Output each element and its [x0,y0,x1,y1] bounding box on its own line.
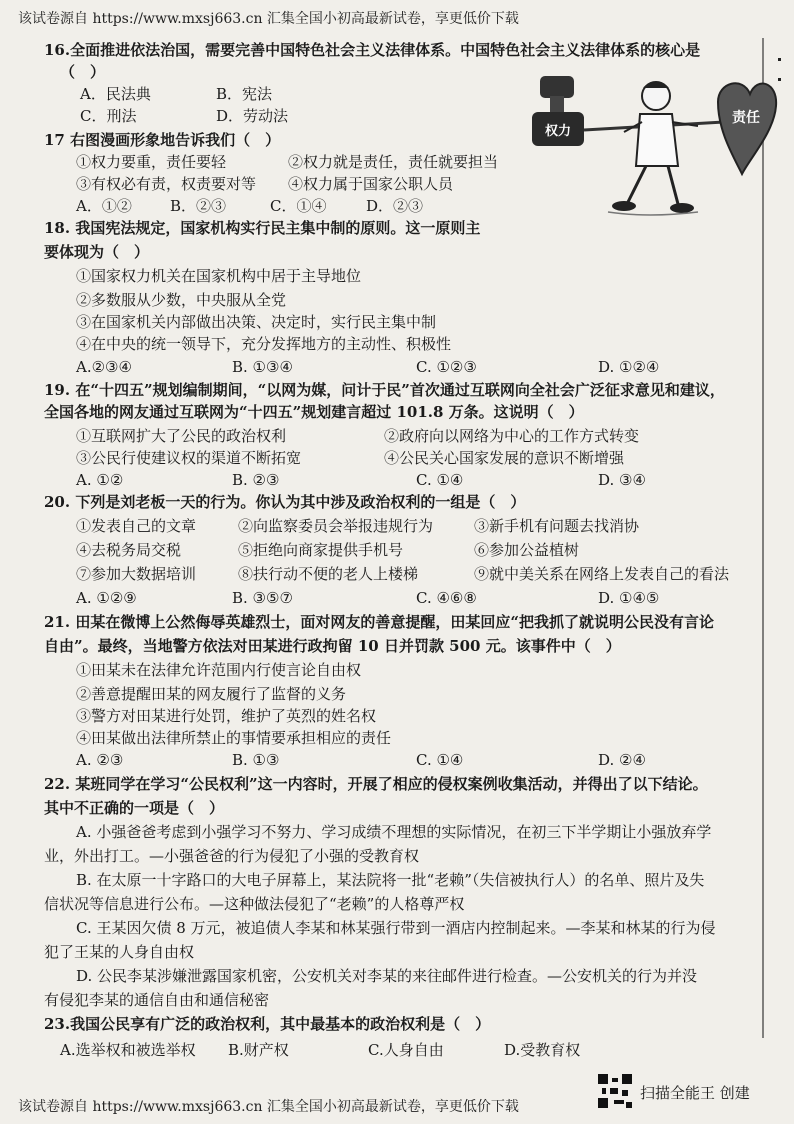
q19-stem: 19. 在“十四五”规划编制期间，“以网为媒，问计于民”首次通过互联网向全社会广泛征求意见和建议， [44,381,725,399]
q23-option: B.财产权 [228,1041,289,1059]
q21-stem-line2: 自由”。最终，当地警方依法对田某进行政拘留 10 日并罚款 500 元。该事件中（ ） [44,637,621,655]
q20-item: ⑦参加大数据培训 [76,565,197,583]
q18-item: ②多数服从少数，中央服从全党 [76,291,287,309]
q22-option-c-cont: 犯了王某的人身自由权 [44,943,195,961]
q16-option: C．刑法 [80,107,137,125]
footer-source: 该试卷源自 https://www.mxsj663.cn 汇集全国小初高最新试卷，享更低价下载 [18,1099,519,1115]
q20-item: ⑧扶行动不便的老人上楼梯 [238,565,419,583]
q22-option-b: B. 在太原一十字路口的大电子屏幕上，某法院将一批“老赖”（失信被执行人）的名单、照片及失 [76,871,705,889]
q22-option-a-cont: 业，外出打工。—小强爸爸的行为侵犯了小强的受教育权 [44,847,420,865]
q20-stem: 20. 下列是刘老板一天的行为。你认为其中涉及政治权利的一组是（ ） [44,493,526,511]
q18-item: ①国家权力机关在国家机构中居于主导地位 [76,267,362,285]
q21-item: ①田某未在法律允许范围内行使言论自由权 [76,661,362,679]
man-body [636,114,678,166]
q22-stem: 22. 某班同学在学习“公民权利”这一内容时，开展了相应的侵权案例收集活动，并得出了以下结论。 [44,775,708,793]
q22-option-a: A. 小强爸爸考虑到小强学习不努力、学习成绩不理想的实际情况，在初三下半学期让小强放弃学 [76,823,712,841]
q21-item: ②善意提醒田某的网友履行了监督的义务 [76,685,347,703]
q18-option: B. ①③④ [232,358,293,376]
q19-item: ①互联网扩大了公民的政治权利 [76,427,287,445]
q20-item: ⑤拒绝向商家提供手机号 [238,541,404,559]
q18-option: C. ①②③ [416,358,477,376]
stamp-neck [550,96,564,114]
q19-item: ④公民关心国家发展的意识不断增强 [384,449,625,467]
q20-item: ⑥参加公益植树 [474,541,580,559]
q18-item: ③在国家机关内部做出决策、决定时，实行民主集中制 [76,313,437,331]
q17-option: D．②③ [366,197,424,215]
scan-dot [778,78,781,81]
q18-stem-line2: 要体现为（ ） [44,243,150,261]
q16-option: D．劳动法 [216,107,289,125]
q20-item: ③新手机有问题去找消协 [474,517,640,535]
q22-option-d: D. 公民李某涉嫌泄露国家机密，公安机关对李某的来往邮件进行检查。—公安机关的行为并没 [76,967,698,985]
q21-option: B. ①③ [232,751,280,769]
q22-stem-line2: 其中不正确的一项是（ ） [44,799,225,817]
q16-stem-line2: （ ） [60,63,106,81]
q21-option: D. ②④ [598,751,646,769]
q23-stem: 23.我国公民享有广泛的政治权利，其中最基本的政治权利是（ ） [44,1015,491,1033]
q21-option: C. ①④ [416,751,464,769]
scan-dot [778,58,781,61]
q16-stem: 16.全面推进依法治国，需要完善中国特色社会主义法律体系。中国特色社会主义法律体系的核心是 [44,41,701,59]
q19-stem-line2: 全国各地的网友通过互联网为“十四五”规划建言超过 101.8 万条。这说明（ ） [44,403,584,421]
q20-item: ⑨就中美关系在网络上发表自己的看法 [474,565,730,583]
q21-stem: 21. 田某在微博上公然侮辱英雄烈士，面对网友的善意提醒，田某回应“把我抓了就说明公民没有言论 [44,613,714,631]
q17-stem: 17 右图漫画形象地告诉我们（ ） [44,131,281,149]
label-responsibility: 责任 [732,110,760,126]
q20-option: D. ①④⑤ [598,589,660,607]
q23-option: D.受教育权 [504,1041,581,1059]
q16-option: A．民法典 [80,85,151,103]
power-responsibility-cartoon [528,62,778,222]
q17-option: C．①④ [270,197,327,215]
q17-option: A．①② [76,197,132,215]
heart-shape [718,83,776,174]
q19-option: B. ②③ [232,471,280,489]
q17-item: ③有权必有责，权责要对等 [76,175,257,193]
stamp-handle [540,76,574,98]
q17-item: ②权力就是责任，责任就要担当 [288,153,499,171]
q16-option: B．宪法 [216,85,273,103]
q23-option: A.选举权和被选举权 [60,1041,196,1059]
q23-option: C.人身自由 [368,1041,444,1059]
label-power: 权力 [544,124,572,139]
q19-option: C. ①④ [416,471,464,489]
q20-item: ④去税务局交税 [76,541,182,559]
q19-option: A. ①② [76,471,124,489]
q17-option: B．②③ [170,197,227,215]
q22-option-d-cont: 有侵犯李某的通信自由和通信秘密 [44,991,270,1009]
scanner-watermark: 扫描全能王 创建 [640,1084,750,1102]
q20-item: ②向监察委员会举报违规行为 [238,517,434,535]
q20-option: B. ③⑤⑦ [232,589,293,607]
q19-option: D. ③④ [598,471,646,489]
q21-item: ④田某做出法律所禁止的事情要承担相应的责任 [76,729,392,747]
q18-item: ④在中央的统一领导下，充分发挥地方的主动性、积极性 [76,335,452,353]
q22-option-b-cont: 信状况等信息进行公布。—这种做法侵犯了“老赖”的人格尊严权 [44,895,465,913]
q20-item: ①发表自己的文章 [76,517,197,535]
q19-item: ②政府向以网络为中心的工作方式转变 [384,427,640,445]
q17-item: ④权力属于国家公职人员 [288,175,454,193]
qr-code-icon [598,1074,632,1108]
q20-option: A. ①②⑨ [76,589,137,607]
q18-option: A.②③④ [76,358,132,376]
header-source: 该试卷源自 https://www.mxsj663.cn 汇集全国小初高最新试卷，享更低价下载 [18,11,519,27]
q21-item: ③警方对田某进行处罚，维护了英烈的姓名权 [76,707,377,725]
q18-stem: 18. 我国宪法规定，国家机构实行民主集中制的原则。这一原则主 [44,219,481,237]
q20-option: C. ④⑥⑧ [416,589,477,607]
q17-item: ①权力要重，责任要轻 [76,153,227,171]
q19-item: ③公民行使建议权的渠道不断拓宽 [76,449,302,467]
q18-option: D. ①②④ [598,358,660,376]
q22-option-c: C. 王某因欠债 8 万元，被追债人李某和林某强行带到一酒店内控制起来。—李某和林某的行为侵 [76,919,716,937]
q21-option: A. ②③ [76,751,124,769]
